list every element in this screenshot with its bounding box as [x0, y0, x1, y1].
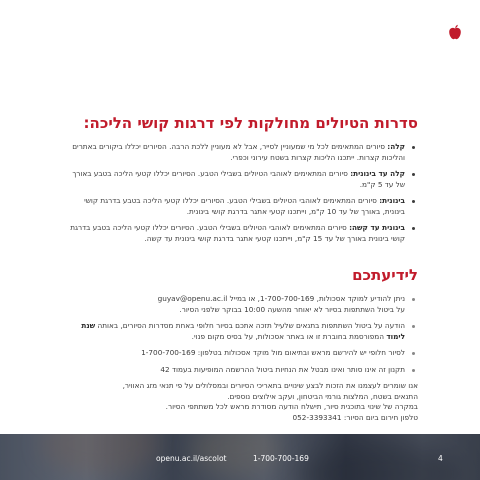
- difficulty-item-moderate: [62, 196, 418, 217]
- info-item-registration: [62, 348, 418, 359]
- difficulty-term: קלה:: [387, 142, 405, 151]
- difficulty-description: סיורים המתאימים לאוהבי הטיולים בשבילי הטבע. הסיורים יכללו קטעי הליכה בטבע בדרגת קושי בינונית, באורך של עד 10 ק"מ, וייתכנו קטעי אתגר בדרגת קושי בינונית.: [84, 196, 405, 216]
- note-line: במקרה של שינוי בתוכנית סיור, תישלח הודעה מסודרת מראש לכל משתתפי הסיור.: [165, 402, 418, 411]
- difficulty-description: סיורים המתאימים לאוהבי הטיולים בשבילי הטבע. הסיורים יכללו קטעי הליכה בטבע בדרגת קושי בינונית באורך של עד 15 ק"מ, וייתכנו קטעי אתגר בדרגת קושי בינונית עד קשה.: [70, 223, 405, 243]
- difficulty-description: סיורים המתאימים לאוהבי הטיולים בשבילי הטבע. הסיורים יכללו קטעי הליכה בטבע באורך של עד 5 ק"מ.: [72, 169, 405, 189]
- info-item-terms: [62, 365, 418, 376]
- info-text: תקנון זה אינו סותר ואינו מבטל את הנחיות ביטול ההרשמה המופיעות בעמוד 42: [160, 364, 405, 374]
- note-line: אנו שומרים לעצמנו את הזכות לבצע שינויים בתאריכי הסיורים ובמסלולים על פי תנאי מזג האוויר,: [122, 381, 418, 390]
- difficulty-level-list: [62, 142, 418, 244]
- info-list: [62, 294, 418, 375]
- note-line: טלפון חירום ביום הסיור: 052-3393341: [292, 412, 418, 422]
- info-item-alternative-tour: [62, 321, 418, 342]
- info-text: הודעה על ביטול השתתפות בתנאים שלעיל תזכה אתכם בסיור חלופי באחת מסדרות הסיורים, באותה: [95, 321, 405, 330]
- info-bold-text: שנת לימוד: [81, 321, 405, 341]
- main-content: [62, 114, 418, 423]
- notes-block: [62, 381, 418, 423]
- footer-photo-shade: [0, 434, 480, 480]
- difficulty-item-easy-moderate: [62, 169, 418, 190]
- difficulty-item-moderate-hard: [62, 223, 418, 244]
- info-item-cancellation: [62, 294, 418, 315]
- note-line: התנאים בשטח, המלצות גורמי הביטחון, ועקב אילוצים נוספים.: [227, 391, 418, 401]
- difficulty-term: קלה עד בינונית:: [350, 169, 405, 178]
- routes-section-title: סדרות הטיולים מחולקות לפי דרגות קושי הליכה:: [83, 114, 418, 132]
- footer-url-link[interactable]: openu.ac.il/ascolot: [156, 454, 227, 463]
- email-link[interactable]: guyav@openu.ac.il: [157, 294, 228, 303]
- footer-phone: 1-700-700-169: [253, 454, 309, 463]
- difficulty-item-easy: [62, 142, 418, 163]
- apple-logo-icon: [448, 24, 462, 40]
- page-number: 4: [438, 454, 443, 463]
- info-section-title: לידיעתכם: [352, 266, 418, 284]
- difficulty-description: סיורים המתאימים לכל מי שמעוניין לסייר, אבל לא מעוניין ללכת הרבה. הסיורים יכללו ביקורים באתרים והליכות קצרות. ייתכנו הליכות קצרות בשטח עירוני וכפרי.: [72, 142, 405, 162]
- info-text: ניתן להודיע למוקד אסכולות, 1-700-700-169, או במייל: [227, 294, 405, 303]
- footer-bar: [0, 434, 480, 480]
- info-text: לסיור חלופי יש להירשם מראש ובתיאום מול מוקד אסכולות בטלפון: 1-700-700-169: [141, 348, 405, 357]
- difficulty-term: בינונית עד קשה:: [349, 223, 405, 232]
- difficulty-term: בינונית:: [379, 196, 405, 205]
- info-text: המפורסמת בחוברת זו או באתר אסכולות, על בסיס מקום פנוי.: [191, 331, 387, 341]
- info-text: על ביטול השתתפות בסיור לא יאוחר מהשעה 10:00 בבוקר שלפני הסיור.: [179, 304, 405, 314]
